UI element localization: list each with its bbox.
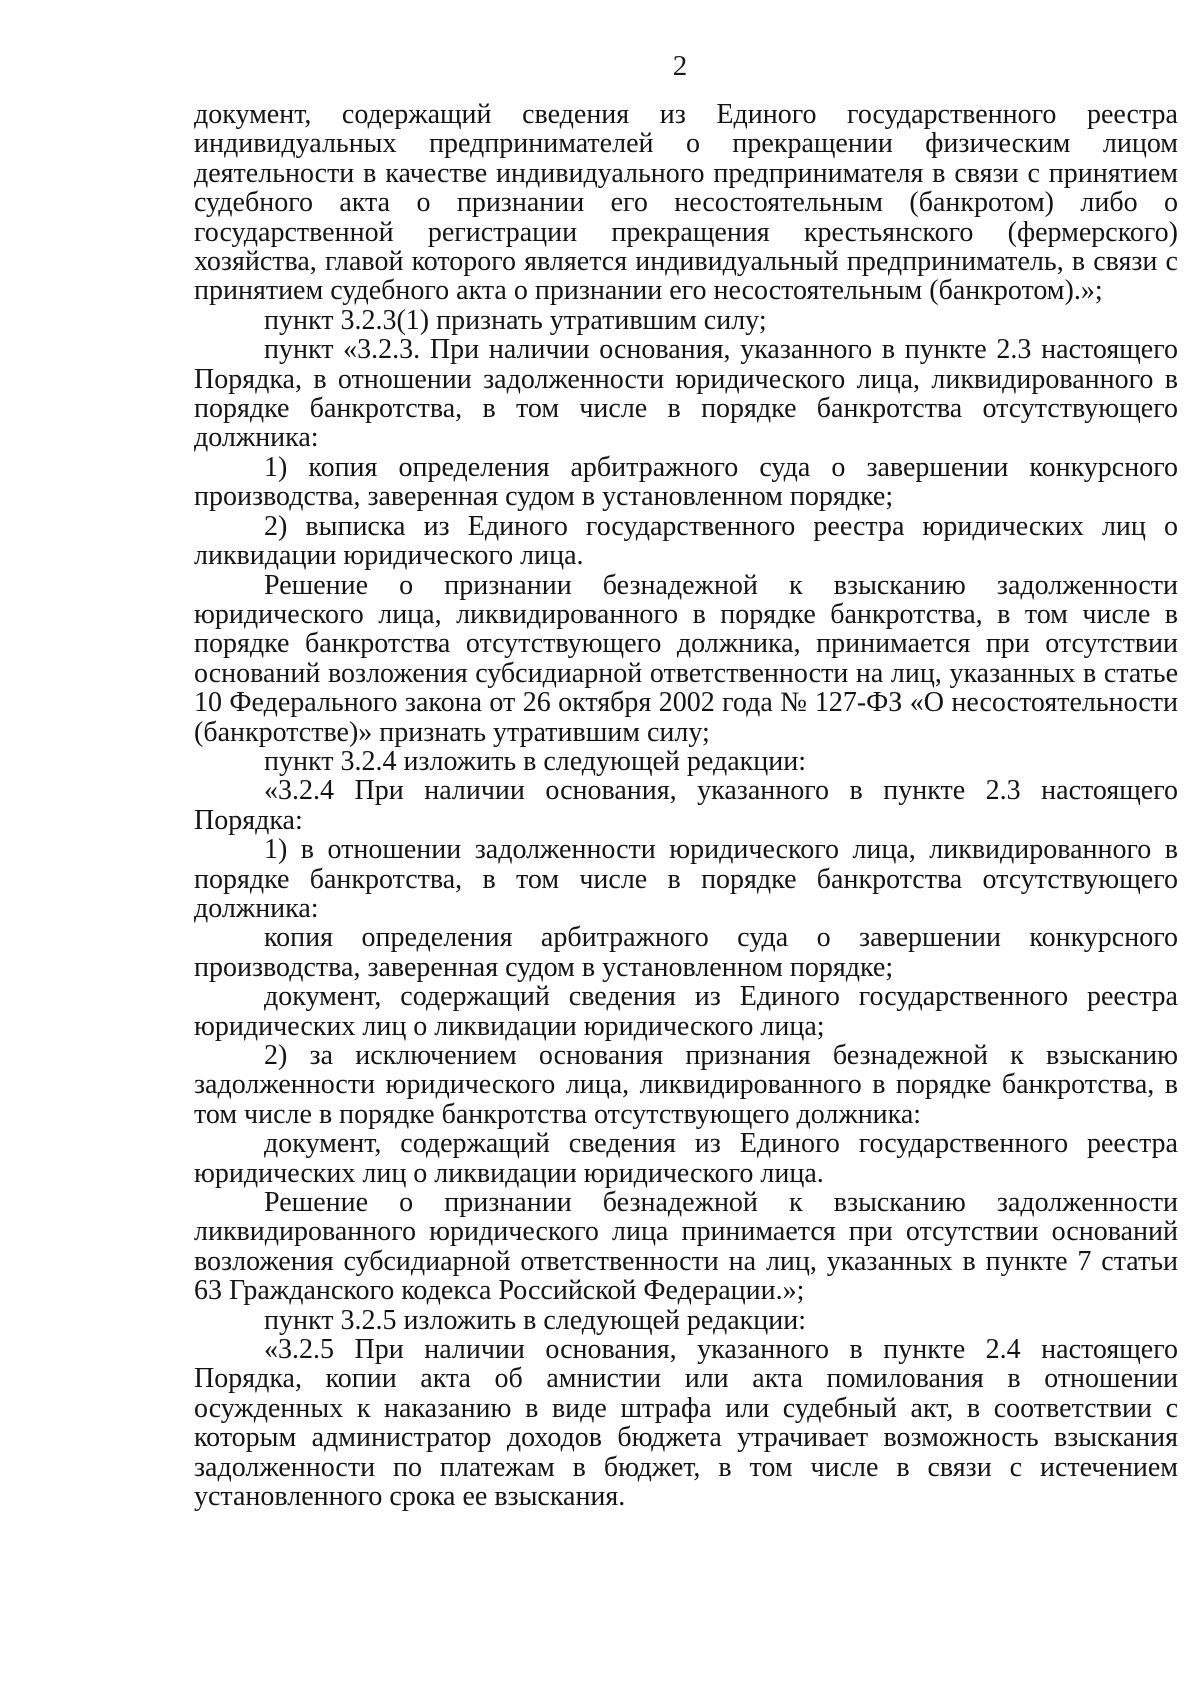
paragraph-14: Решение о признании безнадежной к взысканию задолженности ликвидированного юридического лица принимается при отсутствии оснований возложения субсидиарной ответственности на лиц, указанных в пункте 7 статьи 63 Гражданского кодекса Российской Федерации.»; (194, 1187, 1178, 1307)
paragraph-9: 1) в отношении задолженности юридического лица, ликвидированного в порядке банкротства, в том числе в порядке банкротства отсутствующего должника: (194, 834, 1178, 924)
paragraph-16: «3.2.5 При наличии основания, указанного в пункте 2.4 настоящего Порядка, копии акта об амнистии или акта помилования в отношении осужденных к наказанию в виде штрафа или судебный акт, в соответствии с которым администратор доходов бюджета утрачивает возможность взыскания задолженности по платежам в бюджет, в том числе в связи с истечением установленного срока ее взыскания. (194, 1334, 1178, 1513)
paragraph-3: пункт «3.2.3. При наличии основания, указанного в пункте 2.3 настоящего Порядка, в отношении задолженности юридического лица, ликвидированного в порядке банкротства, в том числе в порядке банкротства отсутствующего должника: (194, 334, 1178, 454)
paragraph-12: 2) за исключением основания признания безнадежной к взысканию задолженности юридического лица, ликвидированного в порядке банкротства, в том числе в порядке банкротства отсутствующего должника: (194, 1040, 1178, 1130)
paragraph-6: Решение о признании безнадежной к взысканию задолженности юридического лица, ликвидированного в порядке банкротства, в том числе в порядке банкротства отсутствующего должника, принимается при отсутствии оснований возложения субсидиарной ответственности на лиц, указанных в статье 10 Федерального закона от 26 октября 2002 года № 127-ФЗ «О несостоятельности (банкротстве)» признать утратившим силу; (194, 569, 1178, 748)
paragraph-11: документ, содержащий сведения из Единого государственного реестра юридических лиц о ликвидации юридического лица; (194, 981, 1178, 1042)
page-number: 2 (672, 50, 688, 82)
paragraph-8: «3.2.4 При наличии основания, указанного в пункте 2.3 настоящего Порядка: (194, 775, 1178, 836)
paragraph-13: документ, содержащий сведения из Единого государственного реестра юридических лиц о ликвидации юридического лица. (194, 1128, 1178, 1189)
paragraph-15: пункт 3.2.5 изложить в следующей редакции: (264, 1304, 806, 1336)
document-body (194, 100, 1178, 1512)
paragraph-4: 1) копия определения арбитражного суда о завершении конкурсного производства, заверенная судом в установленном порядке; (194, 451, 1178, 513)
paragraph-2: пункт 3.2.3(1) признать утратившим силу; (264, 304, 767, 336)
paragraph-7: пункт 3.2.4 изложить в следующей редакции: (264, 745, 806, 777)
paragraph-10: копия определения арбитражного суда о завершении конкурсного производства, заверенная судом в установленном порядке; (194, 922, 1178, 983)
paragraph-5: 2) выписка из Единого государственного реестра юридических лиц о ликвидации юридического лица. (194, 510, 1178, 572)
paragraph-1: документ, содержащий сведения из Единого государственного реестра индивидуальных предпринимателей о прекращении физическим лицом деятельности в качестве индивидуального предпринимателя в связи с принятием судебного акта о признании его несостоятельным (банкротом) либо о государственной регистрации прекращения крестьянского (фермерского) хозяйства, главой которого является индивидуальный предприниматель, в связи с принятием судебного акта о признании его несостоятельным (банкротом).»; (194, 99, 1178, 307)
